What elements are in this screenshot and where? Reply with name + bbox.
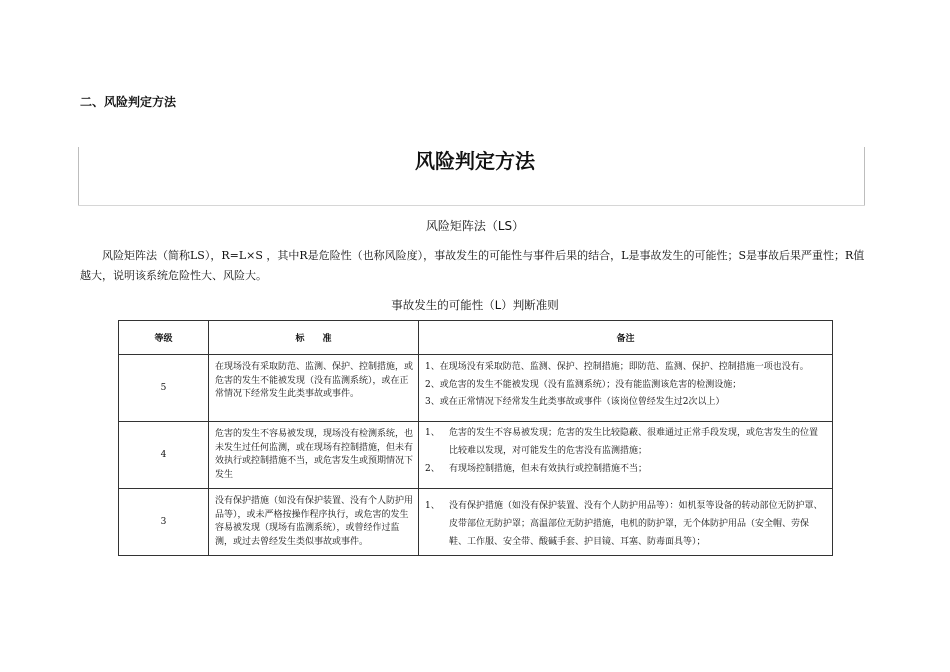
table-header-row [119,321,833,355]
level-cell: 5 [119,355,209,422]
header-note: 备注 [419,321,833,355]
note-cell [419,355,833,422]
note-cell [419,489,833,556]
note-item: 2、或危害的发生不能被发现（没有监测系统）；没有能监测该危害的检测设施； [425,379,742,390]
table-caption: 事故发生的可能性（L）判断准则 [391,298,559,312]
standard-cell [209,355,419,422]
table-row [119,355,833,422]
method-title: 风险矩阵法（LS） [425,219,525,233]
level-cell: 4 [119,422,209,489]
note-item: 1、在现场没有采取防范、监测、保护、控制措施；即防范、监测、保护、控制措施一项也没有。 [425,362,809,372]
level-cell: 3 [119,489,209,556]
intro-paragraph: 风险矩阵法（简称LS），R=L×S ，其中R是危险性（也称风险度），事故发生的可能性与事件后果的结合，L是事故发生的可能性；S是事故后果严重性；R值越大，说明该系统危险性大、风险大。 [80,249,865,282]
table-row [119,489,833,556]
document-title: 风险判定方法 [415,149,535,173]
header-standard: 标 准 [209,321,419,355]
note-item: 2、 有现场控制措施，但未有效执行或控制措施不当； [425,464,648,474]
note-item: 1、 危害的发生不容易被发现；危害的发生比较隐蔽、很难通过正常手段发现，或危害发生的位置比较难以发现，对可能发生的危害没有监测措施； [425,428,819,456]
table-row [119,422,833,489]
standard-text: 危害的发生不容易被发现，现场没有检测系统，也未发生过任何监测，或在现场有控制措施，但未有效执行或控制措施不当，或危害发生或预期情况下发生 [215,429,414,480]
note-cell [419,422,833,489]
header-level: 等级 [119,321,209,355]
frame-bottom-border [78,205,865,206]
note-item: 3、或在正常情况下经常发生此类事故或事件（该岗位曾经发生过2次以上） [425,397,725,407]
standard-cell [209,489,419,556]
standard-cell [209,422,419,489]
note-item: 1、 没有保护措施（如没有保护装置、没有个人防护用品等）：如机泵等设备的转动部位无防护罩、皮带部位无防护罩；高温部位无防护措施，电机的防护罩，无个体防护用品（安全帽、劳保鞋、工作服、安全带、酸碱手套、护目镜、耳塞、防毒面具等）； [425,501,823,547]
standard-text: 没有保护措施（如没有保护装置、没有个人防护用品等），或未严格按操作程序执行，或危害的发生容易被发现（现场有监测系统），或曾经作过监测，或过去曾经发生类似事故或事件。 [215,496,414,547]
standard-text: 在现场没有采取防范、监测、保护、控制措施，或危害的发生不能被发现（没有监测系统），或在正常情况下经常发生此类事故或事件。 [215,362,414,399]
section-heading: 二、风险判定方法 [80,95,177,109]
likelihood-criteria-table [118,320,833,556]
